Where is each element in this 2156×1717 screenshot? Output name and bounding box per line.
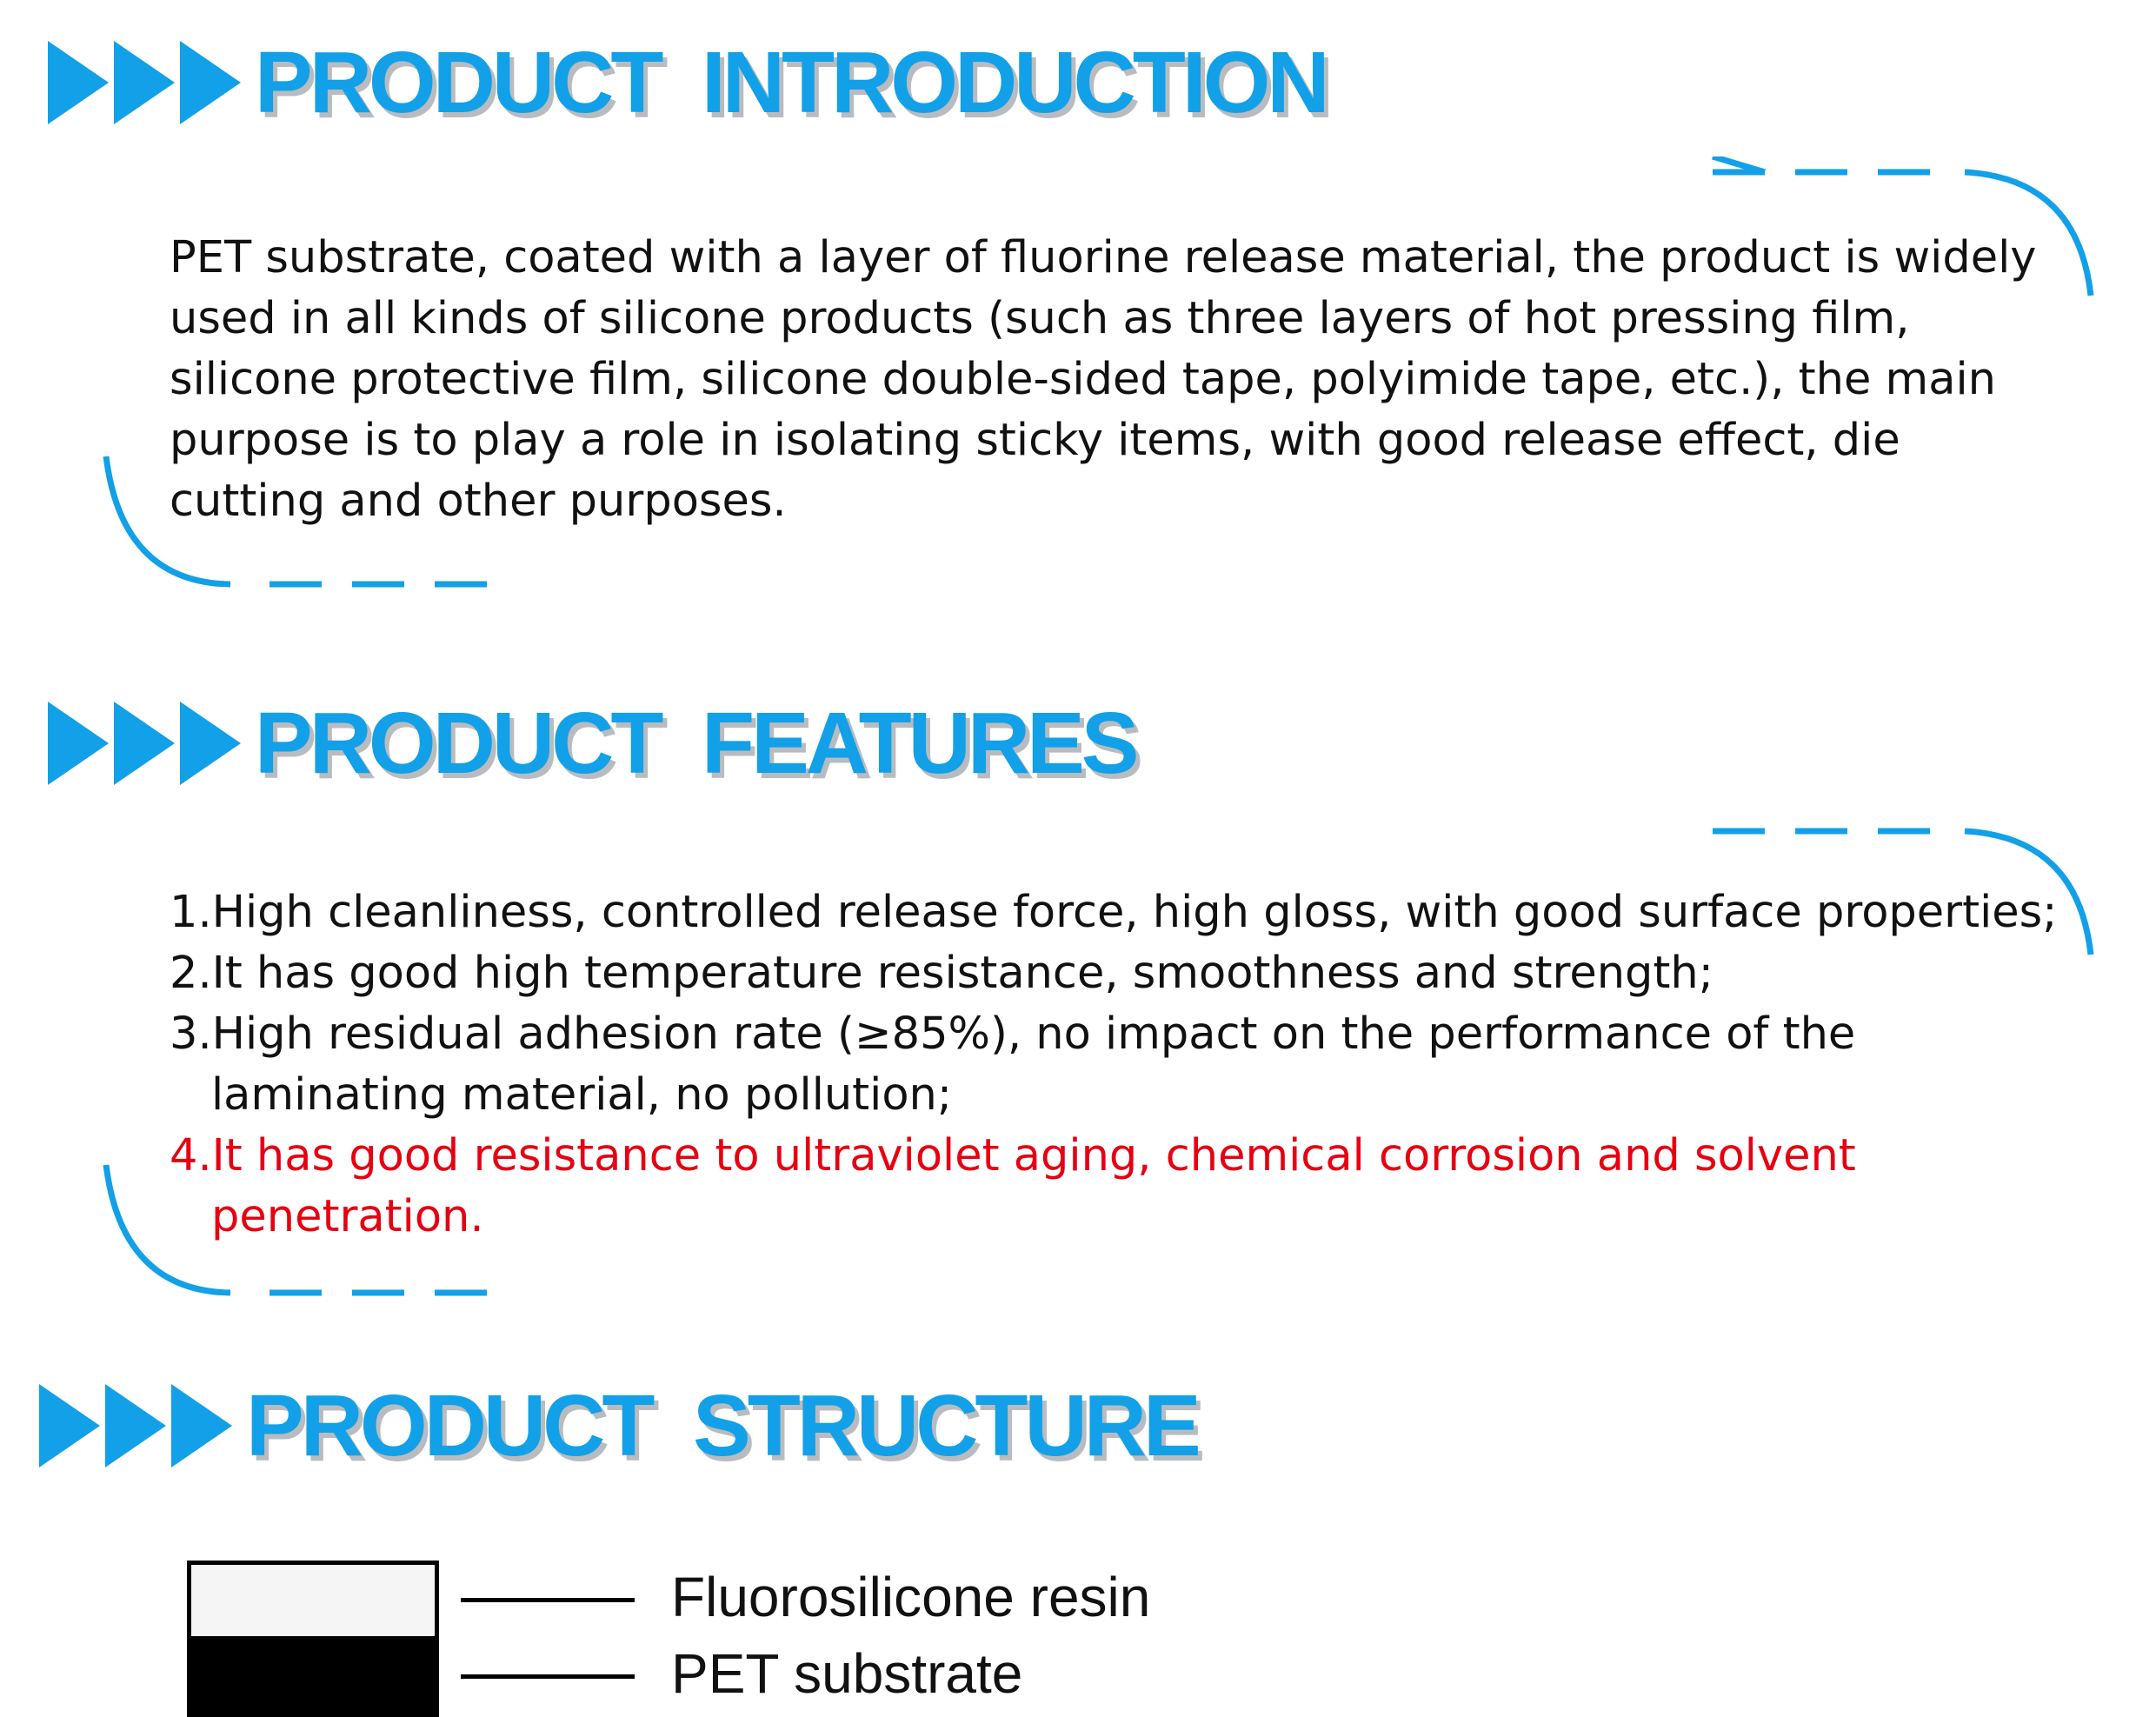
dashed-arc-bottom-left-icon [96,452,496,600]
section-title-features: PRODUCT FEATURES [255,695,1136,792]
feature-item-highlighted-continuation: penetration. [211,1191,484,1242]
feature-item-highlighted: 4.It has good resistance to ultraviolet aging, chemical corrosion and solvent [170,1130,1856,1181]
feature-item: 1.High cleanliness, controlled release force, high gloss, with good surface properties; [170,887,2058,938]
dashed-arc-bottom-left-icon [96,1161,496,1308]
section-header-features [48,695,1136,792]
intro-line: PET substrate, coated with a layer of fluorine release material, the product is widely [170,232,2037,283]
fluorosilicone-layer [191,1565,435,1636]
layer-label-fluorosilicone: Fluorosilicone resin [671,1566,1151,1628]
feature-item: 3.High residual adhesion rate (≥85%), no impact on the performance of the [170,1008,1856,1060]
section-title-introduction: PRODUCT INTRODUCTION [255,34,1327,131]
feature-item: 2.It has good high temperature resistance, smoothness and strength; [170,948,1713,999]
structure-diagram [187,1561,439,1717]
intro-line: silicone protective film, silicone double-sided tape, polyimide tape, etc.), the main [170,354,1996,405]
section-title-structure: PRODUCT STRUCTURE [246,1377,1198,1474]
leader-line [461,1598,635,1602]
intro-line: cutting and other purposes. [170,476,787,527]
layer-label-pet: PET substrate [671,1642,1023,1705]
section-header-introduction [48,34,1327,131]
triple-arrow-icon [48,41,246,124]
triple-arrow-icon [39,1384,237,1467]
intro-line: used in all kinds of silicone products (such as three layers of hot pressing film, [170,293,1910,344]
feature-item-continuation: laminating material, no pollution; [211,1069,953,1121]
section-header-structure [39,1377,1198,1474]
pet-substrate-layer [191,1636,435,1713]
intro-line: purpose is to play a role in isolating sticky items, with good release effect, die [170,415,1900,466]
triple-arrow-icon [48,702,246,785]
leader-line [461,1674,635,1679]
